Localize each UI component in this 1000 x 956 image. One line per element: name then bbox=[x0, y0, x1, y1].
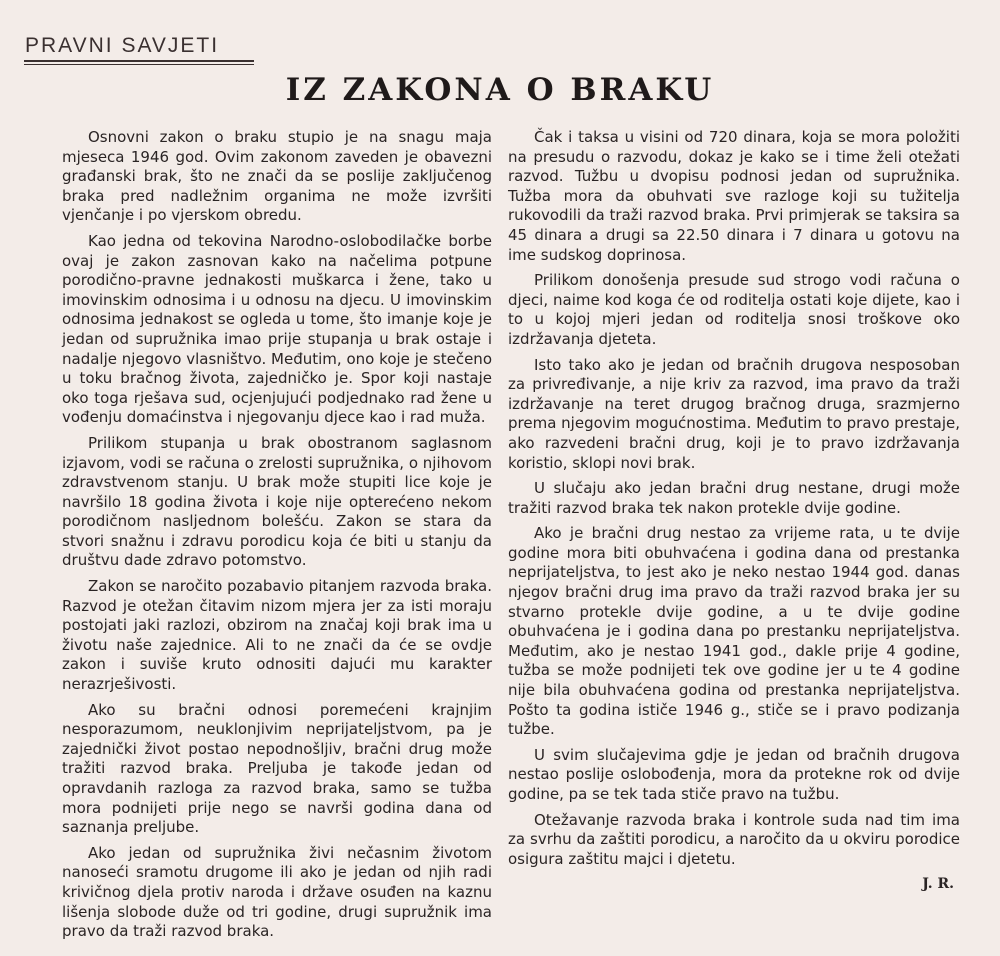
section-rule-thin bbox=[24, 64, 254, 65]
article-title: IZ ZAKONA O BRAKU bbox=[285, 72, 715, 108]
section-rule bbox=[24, 60, 254, 62]
right-column bbox=[508, 128, 960, 895]
left-column bbox=[62, 128, 492, 948]
paragraph: U slučaju ako jedan bračni drug nestane, drugi može tražiti razvod braka tek nakon protekle dvije godine. bbox=[508, 479, 960, 517]
section-label: PRAVNI SAVJETI bbox=[25, 34, 220, 57]
paragraph: Ako su bračni odnosi poremećeni krajnjim nesporazumom, neuklonjivim neprijateljstvom, pa je zajednički život postao nepodnošljiv, bračni drug može tražiti razvod braka. Preljuba je takođe jedan od opravdanih razloga za razvod braka, samo se tužba mora podnijeti prije nego se navrši godina dana od saznanja preljube. bbox=[62, 700, 492, 837]
paragraph: Ako jedan od supružnika živi nečasnim životom nanoseći sramotu drugome ili ako je jedan od njih radi krivičnog djela protiv naroda i države osuđen na kaznu lišenja slobode duže od tri godine, drugi supružnik ima pravo da traži razvod braka. bbox=[62, 843, 492, 941]
paragraph: Prilikom stupanja u brak obostranom saglasnom izjavom, vodi se računa o zrelosti supružnika, o njihovom zdravstvenom stanju. U brak može stupiti lice koje je navršilo 18 godina života i koje nije opterećeno nekom porodičnom nasljednom bolešću. Zakon se stara da stvori snažnu i zdravu porodicu koja će biti u stanju da društvu dade zdravo potomstvo. bbox=[62, 433, 492, 570]
paragraph: Kao jedna od tekovina Narodno-oslobodilačke borbe ovaj je zakon zasnovan kako na načelima potpune porodično-pravne jednakosti muškarca i žene, tako u imovinskim odnosima i u odnosu na djecu. U imovinskim odnosima jednakost se ogleda u tome, što imanje koje je jedan od supružnika imao prije stupanja u brak ostaje i nadalje njegovo vlasništvo. Međutim, ono koje je stečeno u toku bračnog života, zajedničko je. Spor koji nastaje oko toga rješava sud, ocjenjujući podjednako rad žene u vođenju domaćinstva i njegovanju djece kao i rad muža. bbox=[62, 231, 492, 427]
paragraph: Otežavanje razvoda braka i kontrole suda nad tim ima za svrhu da zaštiti porodicu, a naročito da u okviru porodice osigura zaštitu majci i djetetu. bbox=[508, 810, 960, 868]
paragraph: Isto tako ako je jedan od bračnih drugova nesposoban za privređivanje, a nije kriv za razvod, ima pravo da traži izdržavanje na teret drugog bračnog druga, srazmjerno prema njegovim mogućnostima. Međutim to pravo prestaje, ako razvedeni bračni drug, koji je to pravo izdržavanja koristio, sklopi novi brak. bbox=[508, 355, 960, 472]
author-signature: J. R. bbox=[922, 876, 954, 893]
paragraph: Čak i taksa u visini od 720 dinara, koja se mora položiti na presudu o razvodu, dokaz je kako se i time želi otežati razvod. Tužbu u dvopisu podnosi jedan od supružnika. Tužba mora da obuhvati sve razloge koji su tužitelja rukovodili da traži razvod braka. Prvi primjerak se taksira sa 45 dinara a drugi sa 22.50 dinara i 7 dinara u gotovu na ime sudskog doprinosa. bbox=[508, 128, 960, 264]
paragraph: U svim slučajevima gdje je jedan od bračnih drugova nestao poslije oslobođenja, mora da protekne rok od dvije godine, pa se tek tada stiče pravo na tužbu. bbox=[508, 745, 960, 803]
paragraph: Zakon se naročito pozabavio pitanjem razvoda braka. Razvod je otežan čitavim nizom mjera jer za isti moraju postojati jaki razlozi, obzirom na značaj koji brak ima u životu naše zajednice. Ali to ne znači da će se ovdje zakon i suviše kruto odnositi dajući mu karakter nerazrješivosti. bbox=[62, 577, 492, 694]
paragraph: Ako je bračni drug nestao za vrijeme rata, u te dvije godine mora biti obuhvaćena i godina dana od prestanka neprijateljstva, to jest ako je neko nestao 1944 god. danas njegov bračni drug ima pravo da traži razvod braka jer su stvarno protekle dvije godine, a u te dvije godine obuhvaćena je i godina dana po prestanku neprijateljstva. Međutim, ako je nestao 1941 god., dakle prije 4 godine, tužba se može podnijeti tek ove godine jer u te 4 godine nije bila obuhvaćena godina od prestanka neprijateljstva. Pošto ta godina ističe 1946 g., stiče se i pravo podizanja tužbe. bbox=[508, 524, 960, 739]
paragraph: Osnovni zakon o braku stupio je na snagu maja mjeseca 1946 god. Ovim zakonom zaveden je obavezni građanski brak, što ne znači da se poslije zaključenog braka pred nadležnim organima ne može izvršiti vjenčanje i po vjerskom obredu. bbox=[62, 128, 492, 225]
paragraph: Prilikom donošenja presude sud strogo vodi računa o djeci, naime kod koga će od roditelja ostati koje dijete, kao i to u kojoj mjeri jedan od roditelja snosi troškove oko izdržavanja djeteta. bbox=[508, 271, 960, 348]
